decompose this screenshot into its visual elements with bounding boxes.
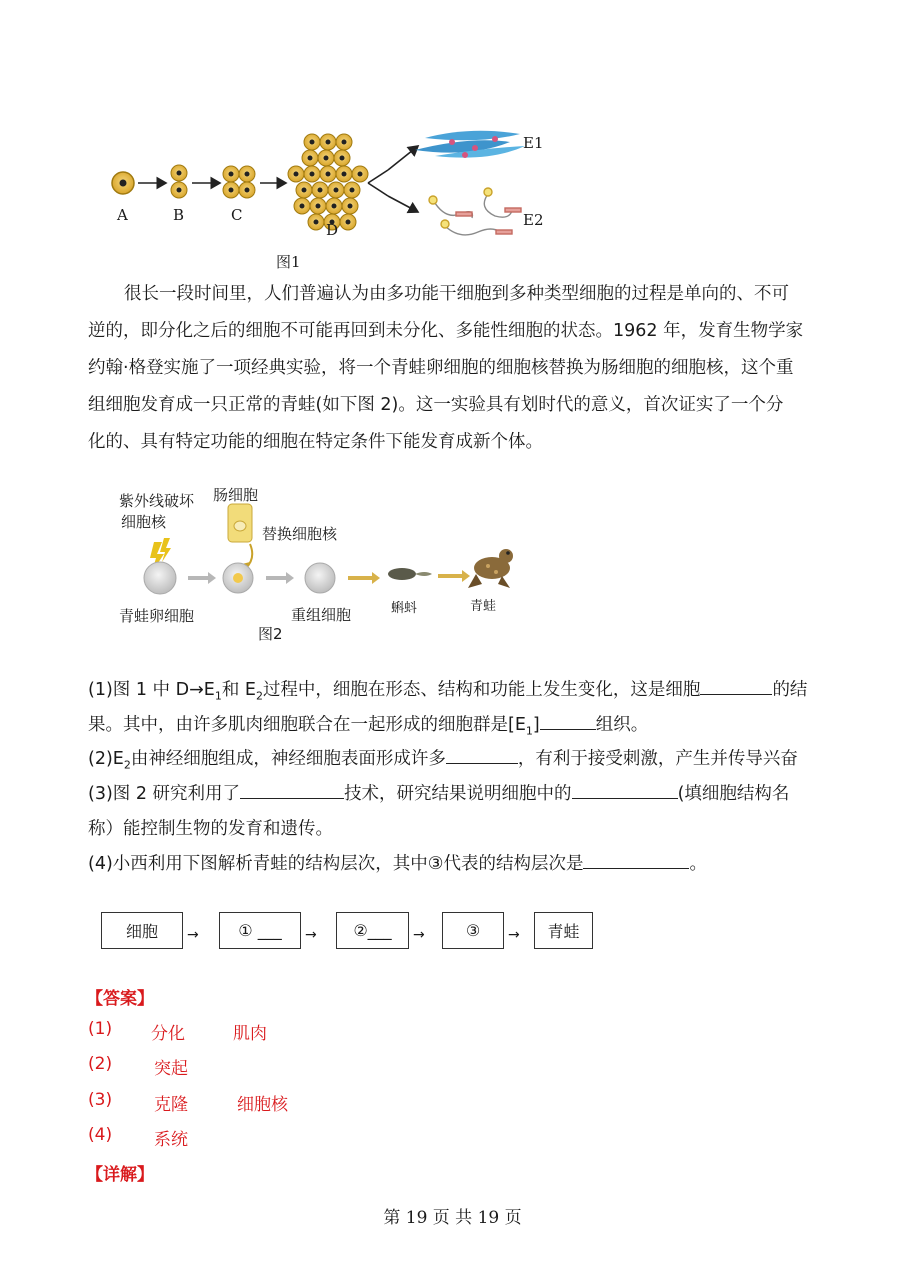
uv-label-line1: 紫外线破坏 (119, 492, 195, 510)
flow-box-1: ① ___ (219, 912, 301, 949)
egg-with-new-nucleus (223, 563, 253, 593)
answer-num: (1) (88, 1019, 113, 1039)
answer-value: 系统 (154, 1130, 188, 1150)
answer-value: 克隆 (154, 1095, 188, 1115)
flow-arrow-icon: → (187, 927, 199, 943)
question-1-line-2: 果。其中，由许多肌肉细胞联合在一起形成的细胞群是$[E_1]$ 组织。 (88, 711, 648, 738)
cell-b (171, 165, 187, 198)
figure-2-caption: 图2 (258, 625, 283, 643)
label-a: A (117, 206, 128, 224)
question-3-line-1: (3)图 2 研究利用了 技术，研究结果说明细胞中的 (填细胞结构名 (88, 780, 789, 805)
frog-egg-cell (144, 562, 176, 594)
answer-blank[interactable] (446, 745, 518, 764)
muscle-cells-e1 (415, 131, 525, 158)
answer-value: 突起 (154, 1059, 188, 1079)
flow-box-3: ③ (442, 912, 504, 949)
answer-blank[interactable] (572, 780, 678, 799)
cell-a (112, 172, 134, 194)
question-1-line-1: (1)图 1 中 $D\to E_1$和 $E_2$过程中，细胞在形态、结构和功能上发生变化，这是细胞 的结 (88, 676, 807, 703)
answer-value: 细胞核 (237, 1095, 288, 1115)
label-e2: E2 (523, 211, 544, 229)
label-b: B (173, 206, 185, 224)
answer-blank[interactable] (240, 780, 344, 799)
paragraph-line: 很长一段时间里，人们普遍认为由多功能干细胞到多种类型细胞的过程是单向的、不可 (124, 284, 789, 304)
tadpole-label: 蝌蚪 (391, 601, 418, 616)
answer-blank[interactable] (583, 850, 689, 869)
paragraph-line: 组细胞发育成一只正常的青蛙(如下图 2)。这一实验具有划时代的意义，首次证实了一个分 (88, 395, 784, 415)
recombined-cell-label: 重组细胞 (291, 606, 352, 624)
egg-cell-label: 青蛙卵细胞 (119, 607, 195, 625)
label-d: D (326, 221, 339, 239)
paragraph-line: 约翰·格登实施了一项经典实验，将一个青蛙卵细胞的细胞核替换为肠细胞的细胞核，这个重 (88, 358, 794, 378)
detail-heading: 【详解】 (86, 1165, 154, 1185)
question-4: (4)小西利用下图解析青蛙的结构层次，其中③代表的结构层次是 。 (88, 850, 707, 875)
intro-paragraph (88, 276, 828, 461)
paragraph-line: 逆的，即分化之后的细胞不可能再回到未分化、多能性细胞的状态。1962 年，发育生物学家 (88, 321, 804, 341)
label-c: C (231, 206, 243, 224)
answer-value: 分化 (151, 1024, 185, 1044)
frog-image (468, 549, 513, 588)
replace-nucleus-label: 替换细胞核 (262, 525, 338, 543)
label-e1: E1 (523, 134, 544, 152)
frog-label: 青蛙 (470, 599, 497, 614)
flow-arrow-icon: → (508, 927, 520, 943)
tadpole-image (388, 568, 432, 580)
answer-num: (2) (88, 1054, 113, 1074)
flow-box-frog: 青蛙 (534, 912, 593, 949)
paragraph-line: 化的、具有特定功能的细胞在特定条件下能发育成新个体。 (88, 432, 543, 452)
uv-label-line2: 细胞核 (121, 513, 167, 531)
cell-d-cluster (288, 134, 368, 230)
flow-box-cell: 细胞 (101, 912, 183, 949)
intestine-cell (228, 504, 252, 542)
answer-value: 肌肉 (233, 1024, 267, 1044)
answer-blank[interactable] (540, 711, 596, 730)
figure-1-caption: 图1 (276, 253, 301, 271)
recombined-cell (305, 563, 335, 593)
question-3-line-2: 称）能控制生物的发育和遗传。 (88, 819, 333, 839)
answer-heading: 【答案】 (86, 989, 154, 1009)
answer-blank[interactable] (700, 676, 772, 695)
answer-num: (3) (88, 1090, 113, 1110)
flow-box-2: ②___ (336, 912, 409, 949)
flow-arrow-icon: → (305, 927, 317, 943)
page-footer: 第 19 页 共 19 页 (383, 1208, 522, 1228)
nerve-cells-e2 (429, 188, 521, 235)
answer-num: (4) (88, 1125, 113, 1145)
cell-c (223, 166, 255, 198)
intestine-cell-label: 肠细胞 (213, 486, 259, 504)
question-2: $(2)E_2$由神经细胞组成，神经细胞表面形成许多 ，有利于接受刺激，产生并传导兴奋 (88, 745, 798, 772)
flow-arrow-icon: → (413, 927, 425, 943)
